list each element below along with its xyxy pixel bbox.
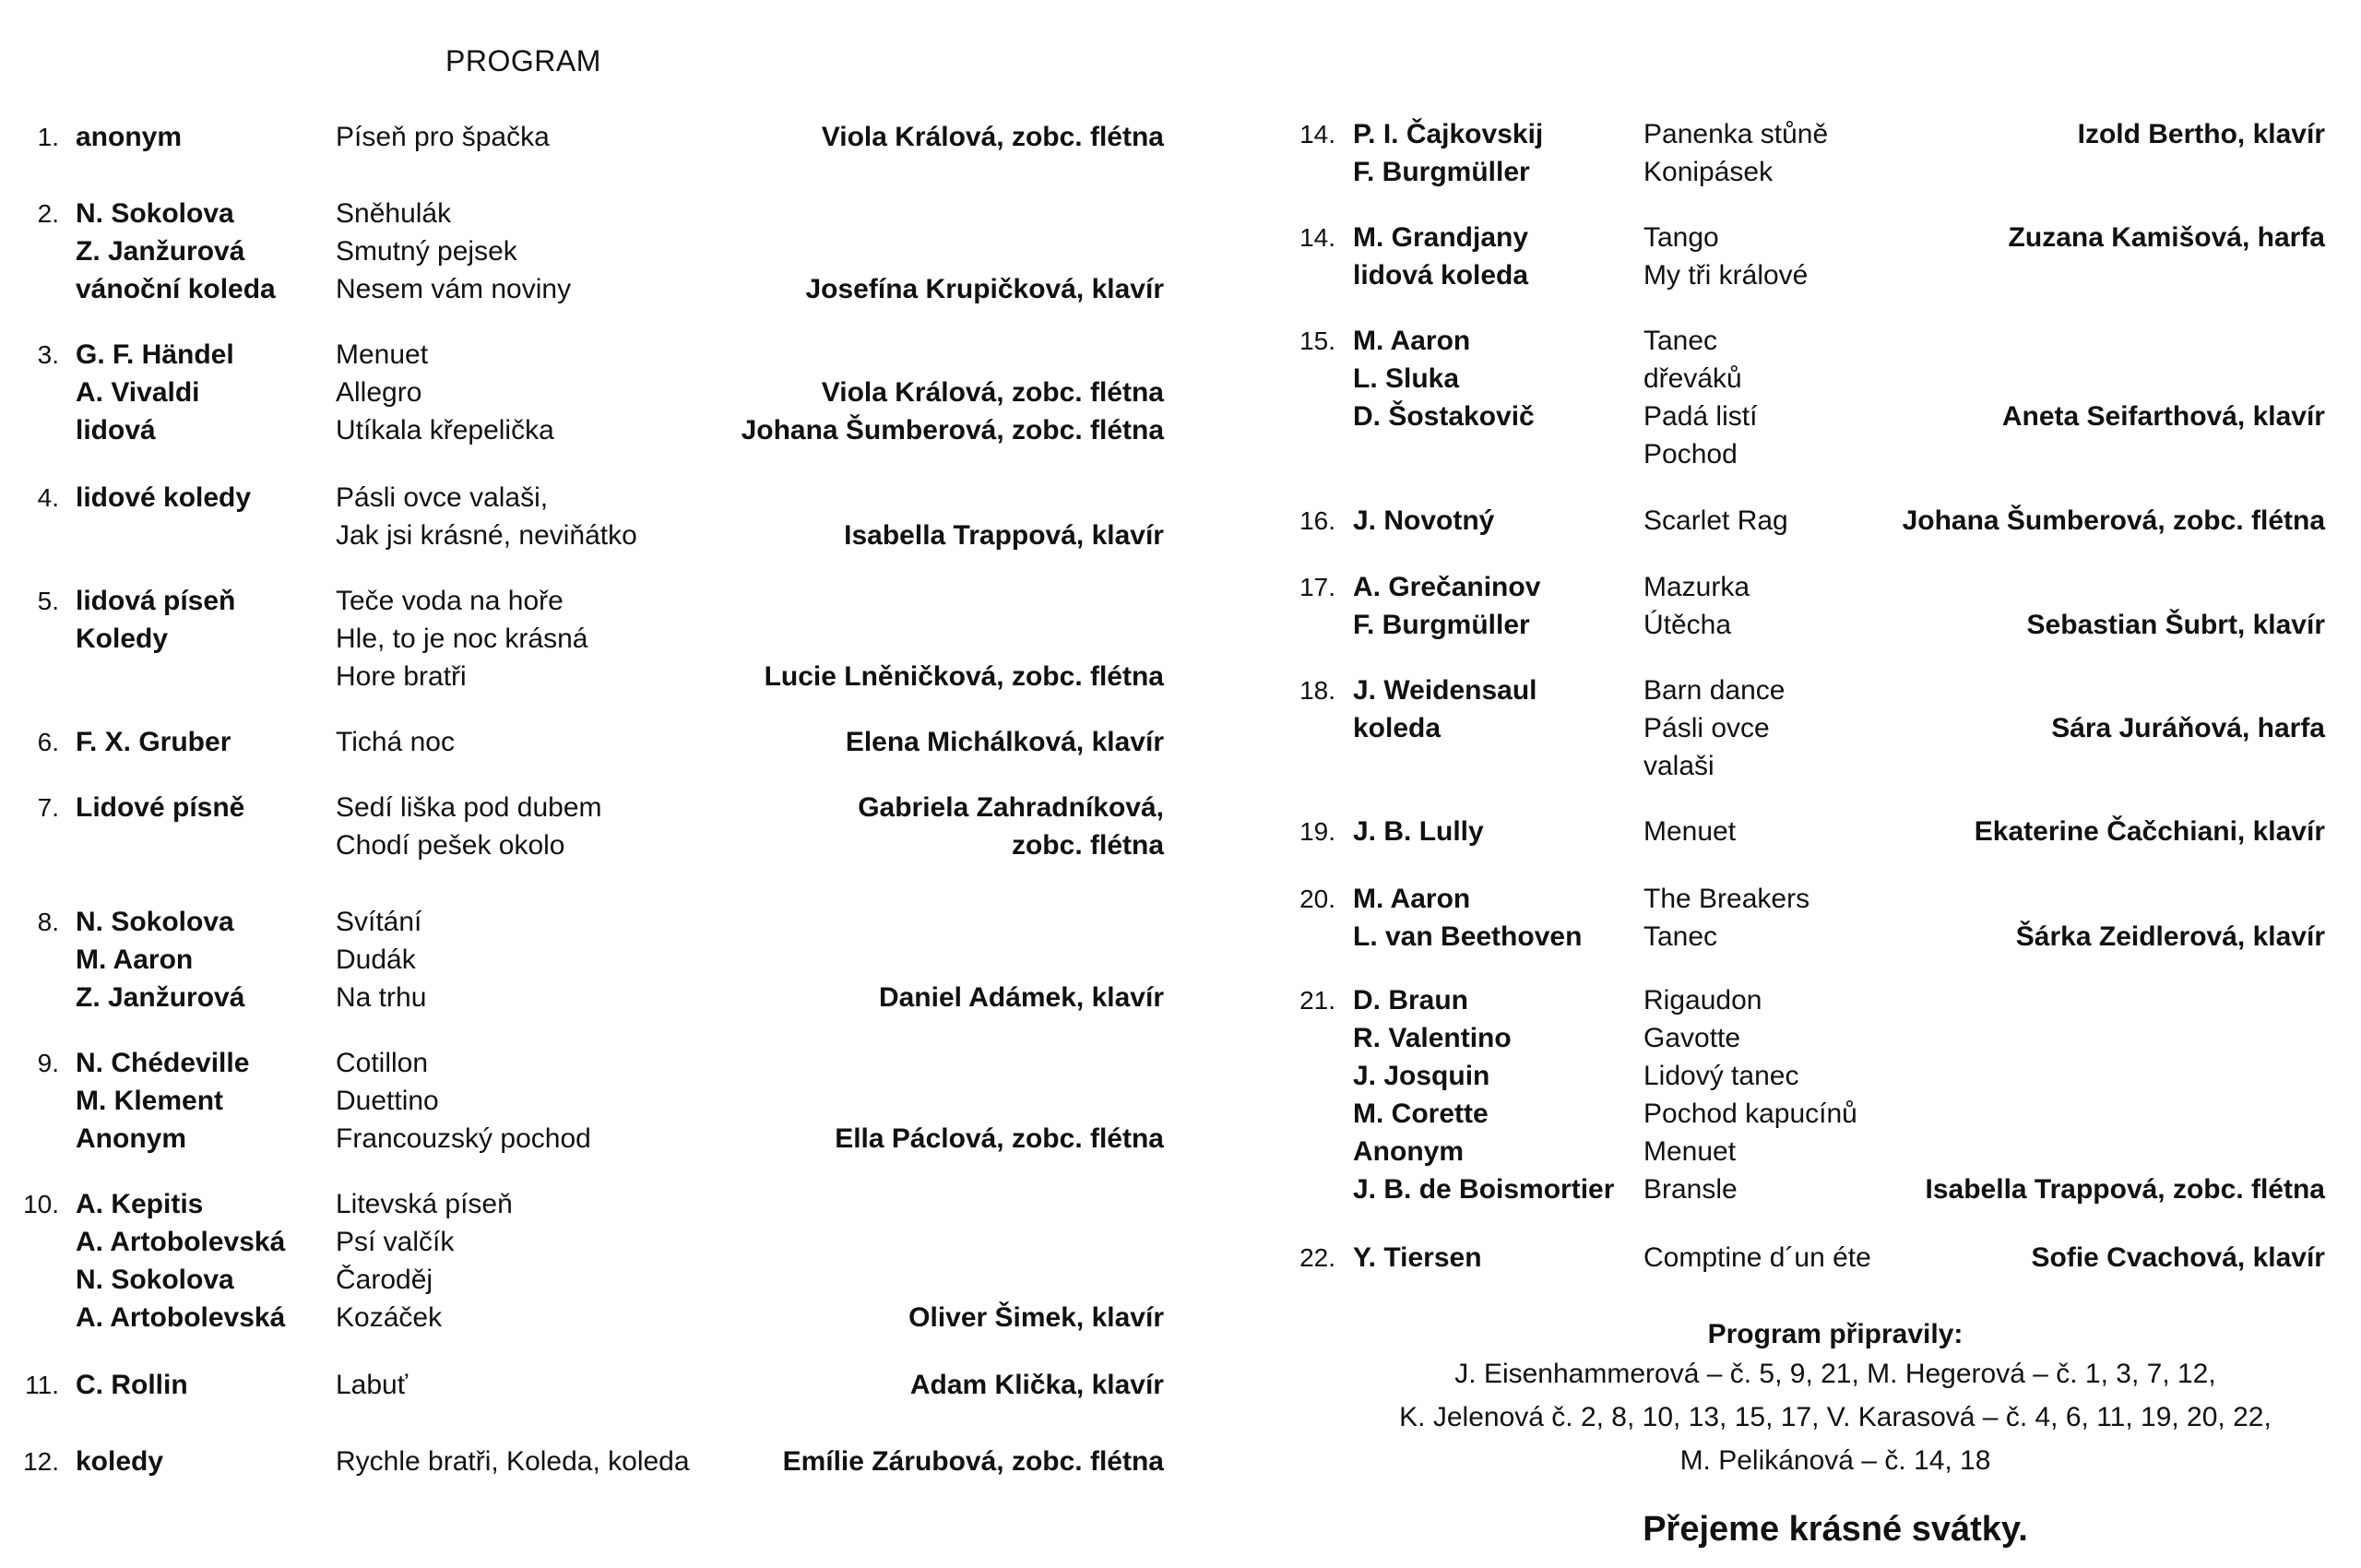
entry-number: 21. [1299, 986, 1335, 1015]
composer-name: A. Artobolevská [76, 1227, 286, 1257]
performer [518, 1120, 1164, 1158]
composers [76, 195, 276, 308]
performer-line: Lucie Lněničková, zobc. flétna [764, 661, 1164, 692]
entry-number: 19. [1299, 817, 1335, 846]
entry-number: 6. [37, 728, 59, 756]
piece-titles [336, 723, 455, 761]
composer-name: P. I. Čajkovskij [1353, 119, 1544, 149]
piece-title: Scarlet Rag [1643, 505, 1788, 536]
piece-title: Lidový tanec [1643, 1061, 1799, 1091]
composer-name: J. B. Lully [1353, 816, 1484, 847]
composer-name: M. Klement [76, 1086, 224, 1116]
piece-title: Pochod kapucínů [1643, 1099, 1857, 1129]
performer [518, 658, 1164, 695]
performer [1679, 606, 2325, 644]
composer-name: M. Corette [1353, 1099, 1489, 1129]
composers [76, 1185, 285, 1336]
composers [1353, 880, 1582, 956]
piece-title: Rigaudon [1643, 985, 1762, 1016]
prepared-by-heading: Program připravily: [1707, 1319, 1964, 1349]
composers [1353, 813, 1484, 850]
entry-number: 15. [1299, 327, 1335, 355]
performer [518, 789, 1164, 864]
piece-title: Kozáček [336, 1302, 443, 1333]
composers [76, 789, 244, 826]
piece-title: Hle, to je noc krásná [336, 624, 588, 654]
composer-name: Lidové písně [76, 792, 245, 823]
piece-title: Labuť [336, 1370, 408, 1400]
piece-title: The Breakers [1643, 884, 1810, 914]
composer-name: N. Sokolova [76, 1265, 234, 1295]
performer-line: Daniel Adámek, klavír [878, 982, 1164, 1013]
piece-title: Nesem vám noviny [336, 274, 572, 304]
performer [518, 979, 1164, 1016]
entry-number: 14. [1299, 223, 1335, 252]
performer-line: Sofie Cvachová, klavír [2031, 1242, 2325, 1273]
composer-name: L. van Beethoven [1353, 921, 1583, 952]
entry-number: 22. [1299, 1243, 1335, 1272]
composer-name: N. Chédeville [76, 1048, 250, 1078]
piece-title: Duettino [336, 1086, 439, 1116]
composer-name: F. X. Gruber [76, 727, 231, 757]
composer-name: koledy [76, 1446, 164, 1477]
prepared-by-line: J. Eisenhammerová – č. 5, 9, 21, M. Hegerová – č. 1, 3, 7, 12, [1454, 1359, 2216, 1389]
composer-name: F. Burgmüller [1353, 157, 1530, 187]
piece-title: Gavotte [1643, 1023, 1741, 1053]
composer-name: R. Valentino [1353, 1023, 1512, 1053]
composer-name: lidová koleda [1353, 260, 1529, 291]
performer [1679, 1239, 2325, 1277]
piece-title: Teče voda na hoře [336, 586, 564, 616]
composer-name: D. Šostakovič [1353, 401, 1535, 432]
entry-number: 18. [1299, 676, 1335, 705]
piece-title: Menuet [1643, 1136, 1737, 1167]
performer-line: Ekaterine Čačchiani, klavír [1974, 816, 2325, 847]
performer [1679, 502, 2325, 540]
composer-name: Anonym [76, 1123, 186, 1154]
entry-number: 3. [37, 340, 59, 369]
performer-line: Sára Juráňová, harfa [2051, 713, 2325, 743]
piece-title: Pásli ovce [1643, 713, 1770, 743]
entry-number: 12. [23, 1447, 59, 1476]
composers [76, 336, 234, 449]
piece-title: Cotillon [336, 1048, 429, 1078]
composers [1353, 502, 1494, 540]
composers [76, 1044, 249, 1158]
composers [76, 1443, 163, 1480]
composer-name: Anonym [1353, 1136, 1464, 1167]
piece-title: Čaroděj [336, 1265, 433, 1295]
piece-title: Hore bratři [336, 661, 467, 692]
piece-title: Smutný pejsek [336, 236, 517, 267]
piece-title: Psí valčík [336, 1227, 455, 1257]
composer-name: D. Braun [1353, 985, 1469, 1016]
composers [1353, 219, 1528, 294]
performer [1679, 1170, 2325, 1208]
composer-name: Z. Janžurová [76, 236, 245, 267]
piece-title: Menuet [1643, 816, 1737, 847]
prepared-by-line: M. Pelikánová – č. 14, 18 [1679, 1445, 1991, 1476]
composer-name: A. Vivaldi [76, 377, 200, 408]
entry-number: 20. [1299, 885, 1335, 913]
performer [1679, 709, 2325, 747]
piece-title: Útěcha [1643, 610, 1732, 640]
composer-name: N. Sokolova [76, 198, 234, 229]
piece-title: Litevská píseň [336, 1189, 513, 1219]
performer-line: Izold Bertho, klavír [2077, 119, 2325, 149]
piece-title: Sněhulák [336, 198, 452, 229]
piece-title: Comptine d´un éte [1643, 1242, 1871, 1273]
entry-number: 14. [1299, 120, 1335, 148]
performer-line: Šárka Zeidlerová, klavír [2015, 921, 2325, 952]
piece-titles [336, 1366, 408, 1404]
piece-title: Pochod [1643, 439, 1738, 469]
piece-title: Píseň pro špačka [336, 122, 550, 152]
composer-name: Z. Janžurová [76, 982, 245, 1013]
entry-number: 17. [1299, 573, 1335, 601]
piece-title: Allegro [336, 377, 422, 408]
prepared-by-line: K. Jelenová č. 2, 8, 10, 13, 15, 17, V. Karasová – č. 4, 6, 11, 19, 20, 22, [1399, 1402, 2272, 1432]
performer-line: Johana Šumberová, zobc. flétna [741, 415, 1164, 445]
composer-name: lidové koledy [76, 482, 252, 513]
composer-name: J. Weidensaul [1353, 675, 1537, 706]
performer-line: Aneta Seifarthová, klavír [2001, 401, 2325, 432]
piece-title: Rychle bratři, Koleda, koleda [336, 1446, 690, 1477]
composer-name: M. Aaron [76, 944, 194, 975]
composers [76, 1366, 188, 1404]
piece-title: Pásli ovce valaši, [336, 482, 549, 513]
entry-number: 5. [37, 587, 59, 615]
composers [76, 723, 231, 761]
composers [1353, 981, 1614, 1208]
piece-title: Tanec [1643, 326, 1718, 356]
performer-line: Ella Páclová, zobc. flétna [835, 1123, 1164, 1154]
composers [1353, 568, 1540, 644]
piece-title: Bransle [1643, 1174, 1738, 1205]
performer [1679, 398, 2325, 435]
piece-title: Padá listí [1643, 401, 1758, 432]
piece-title: Panenka stůně [1643, 119, 1829, 149]
composers [76, 118, 182, 156]
composer-name: M. Grandjany [1353, 222, 1529, 253]
performer [1679, 813, 2325, 850]
performer-line: Zuzana Kamišová, harfa [2008, 222, 2325, 253]
piece-titles [336, 903, 426, 1016]
piece-title: My tři králové [1643, 260, 1809, 291]
performer [1679, 219, 2325, 256]
entry-number: 2. [37, 199, 59, 228]
piece-title: Menuet [336, 339, 429, 370]
composer-name: Koledy [76, 624, 169, 654]
piece-titles [336, 1185, 513, 1336]
performer-line: zobc. flétna [1011, 830, 1164, 861]
piece-title: Barn dance [1643, 675, 1786, 706]
entry-number: 10. [23, 1190, 59, 1218]
piece-title: Svítání [336, 907, 422, 937]
composers [76, 903, 244, 1016]
piece-title: Tango [1643, 222, 1719, 253]
performer [518, 118, 1164, 156]
piece-title: Francouzský pochod [336, 1123, 591, 1154]
composer-name: J. B. de Boismortier [1353, 1174, 1615, 1205]
performer-line: Gabriela Zahradníková, [858, 792, 1164, 823]
program-title: PROGRAM [445, 44, 601, 77]
composer-name: vánoční koleda [76, 274, 276, 304]
performer [1679, 918, 2325, 956]
performer [518, 1299, 1164, 1336]
composer-name: J. Novotný [1353, 505, 1495, 536]
performer-line: Sebastian Šubrt, klavír [2026, 610, 2325, 640]
piece-title: Utíkala křepelička [336, 415, 554, 445]
composer-name: M. Aaron [1353, 884, 1471, 914]
performer-line: Emílie Zárubová, zobc. flétna [782, 1446, 1164, 1477]
performer [518, 517, 1164, 554]
entry-number: 7. [37, 793, 59, 822]
piece-title: valaši [1643, 751, 1714, 781]
composers [1353, 115, 1543, 191]
entry-number: 9. [37, 1049, 59, 1077]
composer-name: koleda [1353, 713, 1442, 743]
composers [76, 479, 251, 517]
piece-title: Tanec [1643, 921, 1718, 952]
composer-name: C. Rollin [76, 1370, 188, 1400]
piece-title: Mazurka [1643, 572, 1750, 602]
composer-name: L. Sluka [1353, 363, 1460, 394]
performer [518, 374, 1164, 449]
performer [518, 1443, 1164, 1480]
performer-line: Adam Klička, klavír [909, 1370, 1164, 1400]
piece-title: Konipásek [1643, 157, 1774, 187]
footer-heading [1310, 1313, 2361, 1355]
performer [518, 1366, 1164, 1404]
composers [1353, 671, 1537, 747]
piece-title: Sedí liška pod dubem [336, 792, 602, 823]
performer-line: Elena Michálková, klavír [845, 727, 1164, 757]
entry-number: 16. [1299, 506, 1335, 535]
composers [1353, 322, 1535, 435]
performer-line: Isabella Trappová, zobc. flétna [1925, 1174, 2325, 1205]
piece-title: dřeváků [1643, 363, 1742, 394]
composer-name: A. Artobolevská [76, 1302, 286, 1333]
composer-name: Y. Tiersen [1353, 1242, 1482, 1273]
composer-name: lidová [76, 415, 156, 445]
performer-line: Josefína Krupičková, klavír [805, 274, 1164, 304]
composer-name: anonym [76, 122, 183, 152]
piece-title: Dudák [336, 944, 416, 975]
performer-line: Viola Králová, zobc. flétna [821, 377, 1164, 408]
composers [76, 582, 235, 658]
performer-line: Isabella Trappová, klavír [844, 520, 1164, 551]
performer-line: Viola Králová, zobc. flétna [821, 122, 1164, 152]
entry-number: 4. [37, 483, 59, 512]
composer-name: A. Grečaninov [1353, 572, 1541, 602]
composer-name: N. Sokolova [76, 907, 234, 937]
performer [518, 270, 1164, 308]
piece-title: Na trhu [336, 982, 427, 1013]
performer-line: Oliver Šimek, klavír [908, 1302, 1164, 1333]
entry-number: 8. [37, 908, 59, 936]
piece-title: Jak jsi krásné, neviňátko [336, 520, 637, 551]
composer-name: G. F. Händel [76, 339, 234, 370]
entry-number: 1. [37, 123, 59, 151]
holiday-wish: Přejeme krásné svátky. [1643, 1510, 2028, 1549]
piece-title: Chodí pešek okolo [336, 830, 565, 861]
composer-name: lidová píseň [76, 586, 236, 616]
prepared-by-lines [1310, 1352, 2361, 1482]
composer-name: F. Burgmüller [1353, 610, 1530, 640]
piece-title: Tichá noc [336, 727, 455, 757]
composers [1353, 1239, 1482, 1277]
composer-name: A. Kepitis [76, 1189, 204, 1219]
performer [1679, 115, 2325, 153]
composer-name: M. Aaron [1353, 326, 1471, 356]
entry-number: 11. [25, 1371, 59, 1399]
performer-line: Johana Šumberová, zobc. flétna [1902, 505, 2325, 536]
performer [518, 723, 1164, 761]
composer-name: J. Josquin [1353, 1061, 1490, 1091]
